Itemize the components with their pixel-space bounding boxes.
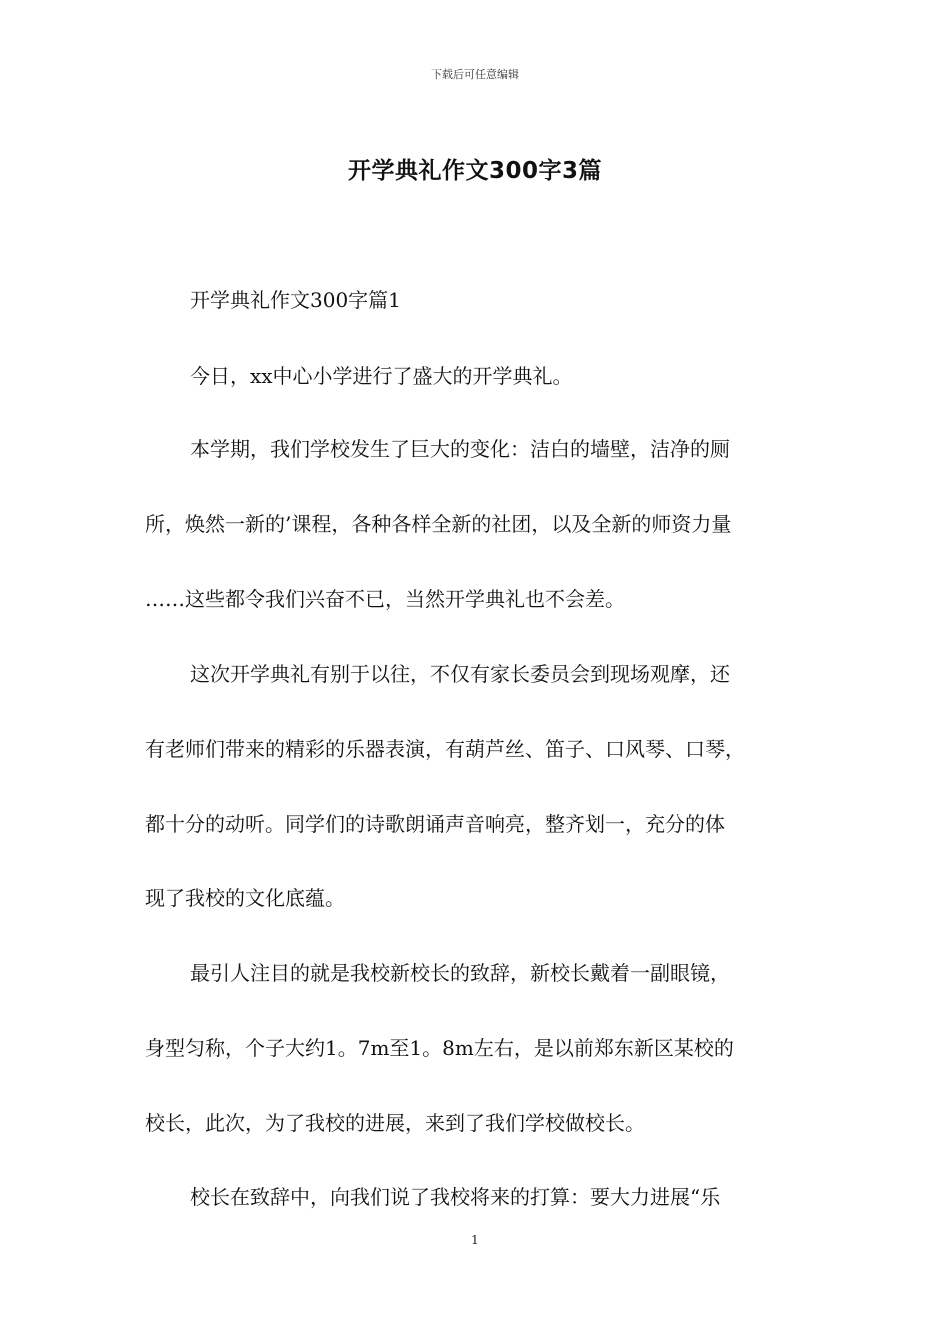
paragraph-line: 本学期，我们学校发生了巨大的变化：洁白的墙壁，洁净的厕: [190, 437, 730, 461]
paragraph-line: 都十分的动听。同学们的诗歌朗诵声音响亮，整齐划一，充分的体: [145, 812, 725, 836]
paragraph-line: 现了我校的文化底蕴。: [145, 886, 345, 910]
paragraph-line: 有老师们带来的精彩的乐器表演，有葫芦丝、笛子、口风琴、口琴，: [145, 737, 745, 761]
paragraph-line: 这次开学典礼有别于以往，不仅有家长委员会到现场观摩，还: [190, 662, 730, 686]
paragraph-line: 校长，此次，为了我校的进展，来到了我们学校做校长。: [145, 1111, 645, 1135]
paragraph-line: 今日，xx中心小学进行了盛大的开学典礼。: [190, 364, 573, 388]
paragraph-line: 最引人注目的就是我校新校长的致辞，新校长戴着一副眼镜，: [190, 961, 730, 985]
paragraph-line: 校长在致辞中，向我们说了我校将来的打算：要大力进展“乐: [190, 1185, 721, 1209]
paragraph-line: 所，焕然一新的’课程，各种各样全新的社团，以及全新的师资力量: [145, 512, 732, 536]
section-heading: 开学典礼作文300字篇1: [190, 288, 401, 312]
paragraph-line: 身型匀称，个子大约1。7m至1。8m左右，是以前郑东新区某校的: [145, 1036, 734, 1060]
page-number: 1: [471, 1233, 479, 1247]
paragraph-line: ……这些都令我们兴奋不已，当然开学典礼也不会差。: [145, 587, 625, 611]
header-note: 下载后可任意编辑: [431, 68, 519, 81]
document-title: 开学典礼作文300字3篇: [347, 158, 602, 184]
